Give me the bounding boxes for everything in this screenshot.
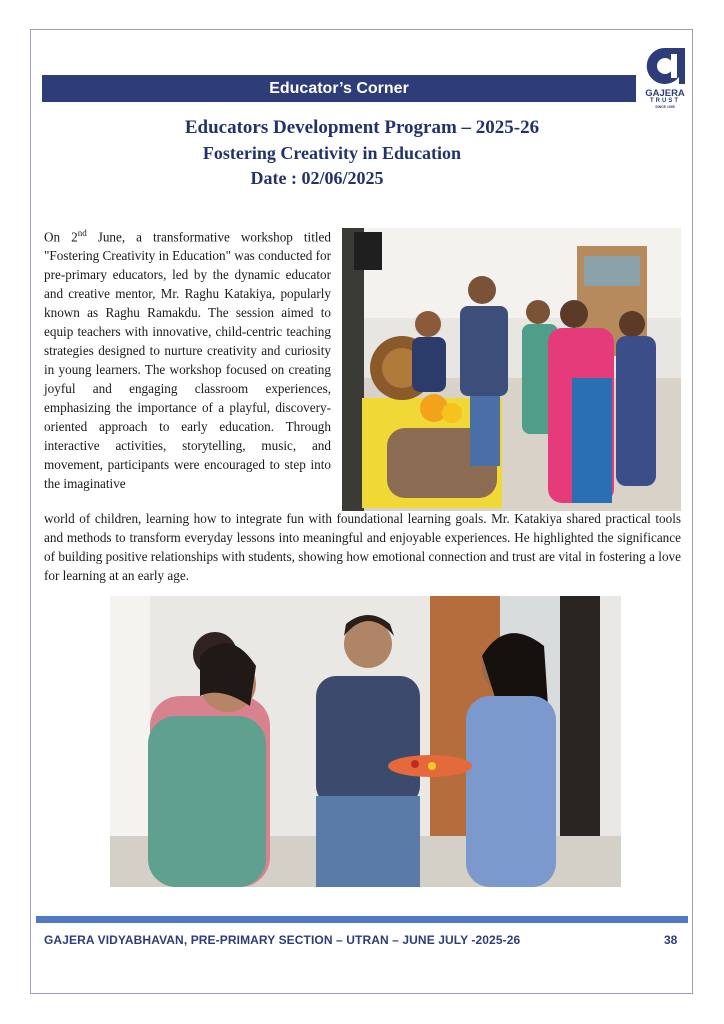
article-intro-paragraph [44, 224, 331, 493]
article-subtitle: Fostering Creativity in Education [202, 143, 462, 163]
footer-school-line: GAJERA VIDYABHAVAN, PRE-PRIMARY SECTION – UTRAN – JUNE JULY -2025-26 [44, 933, 521, 947]
article-date: Date : 02/06/2025 [250, 168, 384, 188]
logo-mark-icon [641, 44, 689, 88]
footer-rule [36, 916, 688, 923]
logo-brand: GAJERA [645, 88, 685, 99]
intro-superscript: nd [77, 228, 87, 238]
section-title: Educator’s Corner [269, 80, 409, 97]
article-title: Educators Development Program – 2025-26 [184, 117, 540, 138]
logo-sub: TRUST [650, 98, 680, 104]
section-banner [42, 75, 636, 102]
logo-since: SINCE 1995 [655, 105, 675, 109]
intro-rest: June, a transformative workshop titled "Fostering Creativity in Education" was conducted for pre-primary educators, led by the dynamic educator and creative mentor, Mr. Raghu Katakiya, popularly known as Raghu Ramakdu. The session aimed to equip teachers with innovative, child-centric teaching strategies designed to nurture creativity and curiosity in young learners. The workshop focused on creating joyful and engaging classroom experiences, emphasizing the importance of a playful, discovery-oriented approach to early education. Through interactive activities, storytelling, music, and movement, participants were encouraged to step into the imaginative [44, 229, 331, 492]
article-continuation-paragraph: world of children, learning how to integrate fun with foundational learning goals. Mr. Katakiya shared practical tools and methods to transform everyday lessons into meaningful and enjoyable experiences. He highlighted the significance of building positive relationships with students, showing how emotional connection and trust are vital in fostering a love for learning at an early age. [44, 511, 681, 583]
page-number: 38 [664, 933, 678, 947]
workshop-lamp-lighting-photo [342, 228, 681, 511]
gajera-trust-logo [641, 44, 689, 112]
workshop-tilak-welcome-photo [110, 596, 621, 887]
intro-prefix: On 2 [44, 229, 78, 245]
